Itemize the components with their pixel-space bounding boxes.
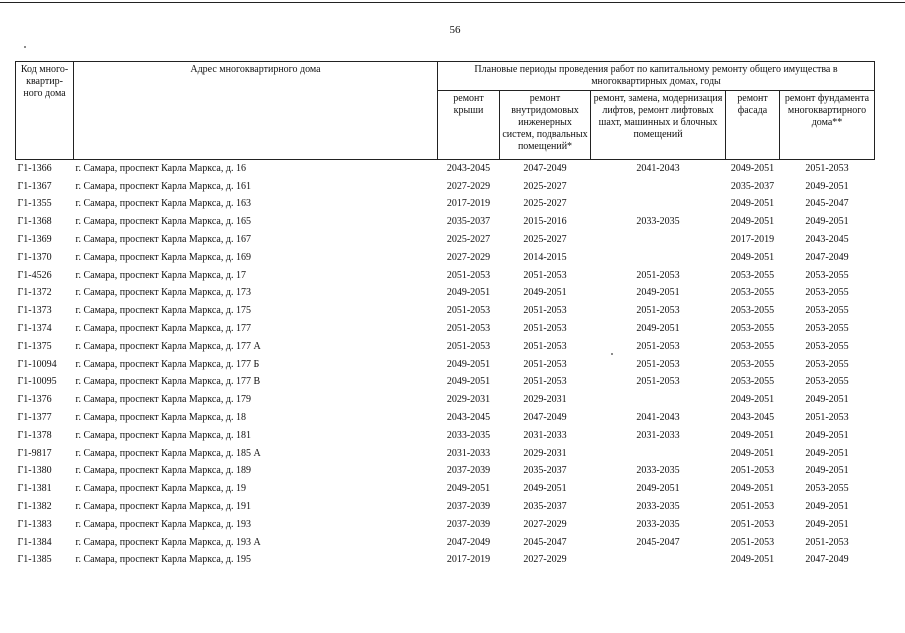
table-row xyxy=(16,480,875,498)
row-roof-period: 2033-2035 xyxy=(446,429,491,441)
row-address: г. Самара, проспект Карла Маркса, д. 167 xyxy=(75,234,251,246)
row-lifts-period xyxy=(591,249,726,267)
row-lifts-period: 2051-2053 xyxy=(636,305,680,317)
row-roof-period: 2025-2027 xyxy=(446,234,491,246)
row-roof-period: 2037-2039 xyxy=(446,501,491,513)
row-roof-period: 2017-2019 xyxy=(446,554,491,566)
row-foundation-period: 2049-2051 xyxy=(805,394,849,406)
row-systems-period: 2035-2037 xyxy=(523,501,567,513)
row-roof-period: 2037-2039 xyxy=(446,518,491,530)
row-facade-period: 2053-2055 xyxy=(730,287,775,299)
row-code: Г1-9817 xyxy=(17,447,52,459)
row-foundation-period: 2053-2055 xyxy=(805,483,849,495)
row-facade-period: 2049-2051 xyxy=(730,162,775,174)
row-foundation-period: 2053-2055 xyxy=(805,358,849,370)
row-foundation-period: 2049-2051 xyxy=(805,518,849,530)
row-code: Г1-1377 xyxy=(17,412,52,424)
row-lifts-period xyxy=(591,231,726,249)
row-facade-period: 2049-2051 xyxy=(730,216,775,228)
row-systems-period: 2025-2027 xyxy=(523,198,567,210)
row-facade-period: 2049-2051 xyxy=(730,447,775,459)
row-facade-period: 2049-2051 xyxy=(730,198,775,210)
row-foundation-period: 2053-2055 xyxy=(805,305,849,317)
row-systems-period: 2029-2031 xyxy=(523,394,567,406)
row-address: г. Самара, проспект Карла Маркса, д. 165 xyxy=(75,216,251,228)
row-roof-period: 2037-2039 xyxy=(446,465,491,477)
row-foundation-period: 2051-2053 xyxy=(805,162,849,174)
row-code: Г1-1380 xyxy=(17,465,52,477)
row-address: г. Самара, проспект Карла Маркса, д. 18 xyxy=(75,412,246,424)
table-row xyxy=(16,178,875,196)
row-foundation-period: 2049-2051 xyxy=(805,180,849,192)
table-row xyxy=(16,160,875,178)
row-systems-period: 2027-2029 xyxy=(523,518,567,530)
row-foundation-period: 2051-2053 xyxy=(805,536,849,548)
row-systems-period: 2047-2049 xyxy=(523,162,567,174)
row-code: Г1-4526 xyxy=(17,269,52,281)
row-foundation-period: 2045-2047 xyxy=(805,198,849,210)
row-systems-period: 2025-2027 xyxy=(523,234,567,246)
header-facade: ремонт фасада xyxy=(726,91,780,160)
row-roof-period: 2029-2031 xyxy=(446,394,491,406)
table-row xyxy=(16,374,875,392)
repair-schedule-table xyxy=(15,61,875,569)
row-systems-period: 2015-2016 xyxy=(523,216,567,228)
row-roof-period: 2027-2029 xyxy=(446,251,491,263)
table-row xyxy=(16,534,875,552)
row-lifts-period xyxy=(591,178,726,196)
row-facade-period: 2051-2053 xyxy=(730,465,775,477)
row-facade-period: 2053-2055 xyxy=(730,305,775,317)
row-address: г. Самара, проспект Карла Маркса, д. 173 xyxy=(75,287,251,299)
row-code: Г1-1367 xyxy=(17,180,52,192)
row-lifts-period xyxy=(591,552,726,570)
row-systems-period: 2049-2051 xyxy=(523,287,567,299)
row-foundation-period: 2047-2049 xyxy=(805,251,849,263)
row-roof-period: 2051-2053 xyxy=(446,269,491,281)
row-lifts-period: 2033-2035 xyxy=(636,501,680,513)
row-facade-period: 2049-2051 xyxy=(730,554,775,566)
row-facade-period: 2051-2053 xyxy=(730,501,775,513)
row-foundation-period: 2053-2055 xyxy=(805,340,849,352)
row-roof-period: 2049-2051 xyxy=(446,376,491,388)
row-facade-period: 2053-2055 xyxy=(730,340,775,352)
header-systems: ремонт внутридомовых инженерных систем, подвальных помещений* xyxy=(500,91,591,160)
row-roof-period: 2043-2045 xyxy=(446,412,491,424)
row-lifts-period: 2033-2035 xyxy=(636,216,680,228)
table-row xyxy=(16,463,875,481)
row-roof-period: 2049-2051 xyxy=(446,287,491,299)
row-systems-period: 2035-2037 xyxy=(523,465,567,477)
row-foundation-period: 2049-2051 xyxy=(805,447,849,459)
row-facade-period: 2051-2053 xyxy=(730,518,775,530)
row-facade-period: 2043-2045 xyxy=(730,412,775,424)
table-row xyxy=(16,302,875,320)
row-code: Г1-1384 xyxy=(17,536,52,548)
row-foundation-period: 2049-2051 xyxy=(805,429,849,441)
row-address: г. Самара, проспект Карла Маркса, д. 177 А xyxy=(75,340,261,352)
row-address: г. Самара, проспект Карла Маркса, д. 189 xyxy=(75,465,251,477)
table-row xyxy=(16,516,875,534)
row-roof-period: 2051-2053 xyxy=(446,340,491,352)
row-roof-period: 2047-2049 xyxy=(446,536,491,548)
table-body xyxy=(16,160,875,570)
row-roof-period: 2043-2045 xyxy=(446,162,491,174)
header-roof: ремонт крыши xyxy=(438,91,500,160)
row-systems-period: 2051-2053 xyxy=(523,358,567,370)
row-lifts-period: 2033-2035 xyxy=(636,465,680,477)
row-foundation-period: 2053-2055 xyxy=(805,269,849,281)
table-row xyxy=(16,391,875,409)
table-row xyxy=(16,427,875,445)
row-address: г. Самара, проспект Карла Маркса, д. 195 xyxy=(75,554,251,566)
row-lifts-period: 2031-2033 xyxy=(636,429,680,441)
row-lifts-period xyxy=(591,196,726,214)
row-facade-period: 2053-2055 xyxy=(730,269,775,281)
row-code: Г1-1376 xyxy=(17,394,52,406)
row-lifts-period xyxy=(591,391,726,409)
scan-speck xyxy=(24,46,26,48)
row-address: г. Самара, проспект Карла Маркса, д. 185 А xyxy=(75,447,261,459)
row-systems-period: 2051-2053 xyxy=(523,305,567,317)
row-address: г. Самара, проспект Карла Маркса, д. 177 В xyxy=(75,376,261,388)
row-systems-period: 2051-2053 xyxy=(523,340,567,352)
row-systems-period: 2025-2027 xyxy=(523,180,567,192)
row-code: Г1-1366 xyxy=(17,162,52,174)
row-address: г. Самара, проспект Карла Маркса, д. 193 xyxy=(75,518,251,530)
header-code: Код много-квартир-ного дома xyxy=(16,62,74,160)
table-row xyxy=(16,196,875,214)
row-address: г. Самара, проспект Карла Маркса, д. 169 xyxy=(75,251,251,263)
row-address: г. Самара, проспект Карла Маркса, д. 181 xyxy=(75,429,251,441)
row-systems-period: 2014-2015 xyxy=(523,251,567,263)
row-systems-period: 2051-2053 xyxy=(523,376,567,388)
row-systems-period: 2031-2033 xyxy=(523,429,567,441)
row-code: Г1-10095 xyxy=(17,376,57,388)
row-lifts-period: 2051-2053 xyxy=(636,376,680,388)
row-systems-period: 2051-2053 xyxy=(523,269,567,281)
row-foundation-period: 2053-2055 xyxy=(805,323,849,335)
row-facade-period: 2049-2051 xyxy=(730,483,775,495)
row-facade-period: 2053-2055 xyxy=(730,358,775,370)
row-roof-period: 2031-2033 xyxy=(446,447,491,459)
row-address: г. Самара, проспект Карла Маркса, д. 17 xyxy=(75,269,246,281)
row-lifts-period: 2033-2035 xyxy=(636,518,680,530)
row-facade-period: 2053-2055 xyxy=(730,323,775,335)
row-code: Г1-10094 xyxy=(17,358,57,370)
row-code: Г1-1378 xyxy=(17,429,52,441)
row-address: г. Самара, проспект Карла Маркса, д. 179 xyxy=(75,394,251,406)
row-roof-period: 2035-2037 xyxy=(446,216,491,228)
row-facade-period: 2035-2037 xyxy=(730,180,775,192)
row-code: Г1-1385 xyxy=(17,554,52,566)
row-foundation-period: 2049-2051 xyxy=(805,465,849,477)
row-facade-period: 2051-2053 xyxy=(730,536,775,548)
row-roof-period: 2051-2053 xyxy=(446,305,491,317)
row-code: Г1-1370 xyxy=(17,251,52,263)
header-address: Адрес многоквартирного дома xyxy=(74,62,438,160)
header-foundation: ремонт фундамента многоквартирного дома** xyxy=(780,91,875,160)
row-lifts-period: 2041-2043 xyxy=(636,162,680,174)
page-number: 56 xyxy=(449,24,461,36)
row-lifts-period: 2049-2051 xyxy=(636,323,680,335)
row-systems-period: 2047-2049 xyxy=(523,412,567,424)
row-lifts-period: 2041-2043 xyxy=(636,412,680,424)
table-row xyxy=(16,285,875,303)
row-foundation-period: 2049-2051 xyxy=(805,216,849,228)
row-lifts-period xyxy=(591,445,726,463)
row-lifts-period: 2051-2053 xyxy=(636,340,680,352)
row-address: г. Самара, проспект Карла Маркса, д. 193 А xyxy=(75,536,261,548)
row-code: Г1-1373 xyxy=(17,305,52,317)
row-systems-period: 2049-2051 xyxy=(523,483,567,495)
table-row xyxy=(16,409,875,427)
row-facade-period: 2049-2051 xyxy=(730,251,775,263)
row-code: Г1-1382 xyxy=(17,501,52,513)
table-row xyxy=(16,231,875,249)
table-row xyxy=(16,445,875,463)
row-systems-period: 2045-2047 xyxy=(523,536,567,548)
row-facade-period: 2053-2055 xyxy=(730,376,775,388)
row-foundation-period: 2047-2049 xyxy=(805,554,849,566)
row-facade-period: 2049-2051 xyxy=(730,394,775,406)
row-code: Г1-1372 xyxy=(17,287,52,299)
row-roof-period: 2017-2019 xyxy=(446,198,491,210)
row-address: г. Самара, проспект Карла Маркса, д. 177 Б xyxy=(75,358,260,370)
table-row xyxy=(16,249,875,267)
row-address: г. Самара, проспект Карла Маркса, д. 191 xyxy=(75,501,251,513)
row-lifts-period: 2051-2053 xyxy=(636,269,680,281)
row-address: г. Самара, проспект Карла Маркса, д. 161 xyxy=(75,180,251,192)
row-foundation-period: 2053-2055 xyxy=(805,376,849,388)
row-code: Г1-1368 xyxy=(17,216,52,228)
row-code: Г1-1375 xyxy=(17,340,52,352)
header-periods: Плановые периоды проведения работ по капитальному ремонту общего имущества в многоквартирных домах, годы xyxy=(438,62,875,91)
table-row xyxy=(16,356,875,374)
row-address: г. Самара, проспект Карла Маркса, д. 175 xyxy=(75,305,251,317)
row-facade-period: 2049-2051 xyxy=(730,429,775,441)
table-row xyxy=(16,498,875,516)
table-row xyxy=(16,213,875,231)
row-roof-period: 2049-2051 xyxy=(446,483,491,495)
header-lifts: ремонт, замена, модернизация лифтов, ремонт лифтовых шахт, машинных и блочных помещений xyxy=(591,91,726,160)
row-address: г. Самара, проспект Карла Маркса, д. 163 xyxy=(75,198,251,210)
row-address: г. Самара, проспект Карла Маркса, д. 19 xyxy=(75,483,246,495)
row-systems-period: 2051-2053 xyxy=(523,323,567,335)
row-roof-period: 2027-2029 xyxy=(446,180,491,192)
table-row xyxy=(16,338,875,356)
row-code: Г1-1355 xyxy=(17,198,52,210)
table-row xyxy=(16,267,875,285)
row-foundation-period: 2053-2055 xyxy=(805,287,849,299)
row-lifts-period: 2049-2051 xyxy=(636,483,680,495)
row-address: г. Самара, проспект Карла Маркса, д. 16 xyxy=(75,162,246,174)
row-foundation-period: 2051-2053 xyxy=(805,412,849,424)
row-foundation-period: 2049-2051 xyxy=(805,501,849,513)
row-address: г. Самара, проспект Карла Маркса, д. 177 xyxy=(75,323,251,335)
row-lifts-period: 2045-2047 xyxy=(636,536,680,548)
row-code: Г1-1381 xyxy=(17,483,52,495)
top-rule xyxy=(0,2,905,3)
row-systems-period: 2029-2031 xyxy=(523,447,567,459)
row-roof-period: 2051-2053 xyxy=(446,323,491,335)
row-roof-period: 2049-2051 xyxy=(446,358,491,370)
row-code: Г1-1374 xyxy=(17,323,52,335)
row-foundation-period: 2043-2045 xyxy=(805,234,849,246)
row-code: Г1-1383 xyxy=(17,518,52,530)
row-facade-period: 2017-2019 xyxy=(730,234,775,246)
row-systems-period: 2027-2029 xyxy=(523,554,567,566)
row-code: Г1-1369 xyxy=(17,234,52,246)
table-row xyxy=(16,320,875,338)
row-lifts-period: 2051-2053 xyxy=(636,358,680,370)
table-row xyxy=(16,552,875,570)
row-lifts-period: 2049-2051 xyxy=(636,287,680,299)
